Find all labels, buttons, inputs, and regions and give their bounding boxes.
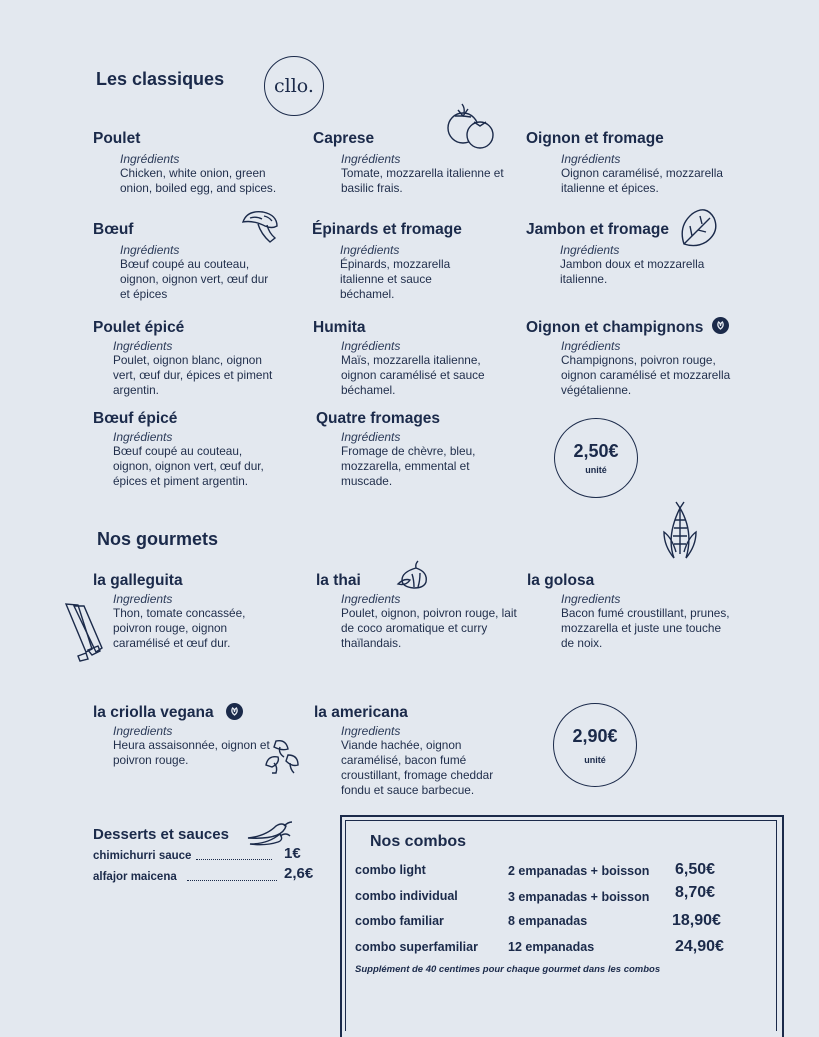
logo-text: cllo. bbox=[274, 75, 314, 97]
menu-item-poulet bbox=[93, 130, 300, 196]
section-title-classiques: Les classiques bbox=[96, 69, 225, 89]
combo-note: Supplément de 40 centimes pour chaque gourmet dans les combos bbox=[355, 964, 661, 975]
mushrooms-icon bbox=[262, 735, 302, 775]
item-desc: Fromage de chèvre, bleu, mozzarella, emmental et muscade. bbox=[341, 444, 476, 488]
combo-name: combo individual bbox=[355, 889, 458, 903]
dotted-leader bbox=[187, 880, 277, 881]
logo bbox=[264, 56, 324, 116]
dotted-leader bbox=[196, 859, 272, 860]
item-label: Ingrédients bbox=[560, 243, 620, 257]
item-label: Ingredients bbox=[341, 724, 401, 738]
item-label: Ingredients bbox=[113, 592, 173, 606]
price-badge-gourmets bbox=[553, 703, 637, 787]
item-label: Ingredients bbox=[561, 592, 621, 606]
item-label: Ingrédients bbox=[341, 430, 401, 444]
combo-price: 8,70€ bbox=[675, 884, 716, 901]
item-name: Bœuf bbox=[93, 221, 134, 238]
item-name: la golosa bbox=[527, 572, 595, 589]
price-unit: unité bbox=[585, 465, 607, 475]
menu-item-oignon-fromage bbox=[526, 130, 741, 196]
menu-item-boeuf-epice bbox=[93, 410, 283, 489]
menu-item-quatre-fromages bbox=[316, 410, 501, 489]
combo-price: 18,90€ bbox=[672, 912, 721, 929]
item-label: Ingrédients bbox=[120, 243, 180, 257]
item-name: Oignon et fromage bbox=[526, 130, 664, 147]
item-label: Ingredients bbox=[113, 724, 173, 738]
dessert-item-name: chimichurri sauce bbox=[93, 850, 192, 862]
vegan-badge-icon bbox=[226, 703, 243, 720]
item-name: la thai bbox=[316, 572, 361, 589]
menu-item-galleguita bbox=[93, 572, 263, 651]
item-name: Poulet bbox=[93, 130, 141, 147]
chili-pepper-icon bbox=[244, 818, 296, 848]
item-desc: Tomate, mozzarella italienne et basilic frais. bbox=[341, 166, 504, 195]
item-desc: Champignons, poivron rouge, oignon caramélisé et mozzarella végétalienne. bbox=[561, 353, 731, 397]
tomato-icon bbox=[444, 100, 498, 154]
item-name: la criolla vegana bbox=[93, 704, 214, 721]
combo-content: 8 empanadas bbox=[508, 914, 588, 928]
price-badge-classiques bbox=[554, 418, 638, 498]
combo-name: combo familiar bbox=[355, 914, 444, 928]
combo-name: combo light bbox=[355, 863, 426, 877]
item-name: Jambon et fromage bbox=[526, 221, 669, 238]
corn-icon bbox=[660, 500, 700, 564]
item-name: la galleguita bbox=[93, 572, 183, 589]
item-label: Ingrédients bbox=[561, 152, 621, 166]
mushroom-icon bbox=[240, 208, 282, 248]
item-desc: Jambon doux et mozzarella italienne. bbox=[560, 257, 705, 286]
item-desc: Épinards, mozzarella italienne et sauce béchamel. bbox=[340, 257, 451, 301]
item-desc: Poulet, oignon, poivron rouge, lait de coco aromatique et curry thaïlandais. bbox=[341, 606, 517, 650]
menu-item-criolla-vegana bbox=[93, 704, 278, 768]
item-desc: Maïs, mozzarella italienne, oignon caramélisé et sauce béchamel. bbox=[341, 353, 485, 397]
item-desc: Bœuf coupé au couteau, oignon, oignon vert, œuf dur, épices et piment argentin. bbox=[113, 444, 264, 488]
item-desc: Bœuf coupé au couteau, oignon, oignon vert, œuf dur et épices bbox=[120, 257, 269, 301]
price-value: 2,50€ bbox=[573, 441, 619, 461]
item-desc: Heura assaisonnée, oignon et poivron rouge. bbox=[113, 738, 270, 767]
section-title-gourmets: Nos gourmets bbox=[97, 529, 219, 549]
item-label: Ingrédients bbox=[120, 152, 180, 166]
item-name: Quatre fromages bbox=[316, 410, 441, 427]
item-name: Épinards et fromage bbox=[312, 221, 462, 238]
item-name: Poulet épicé bbox=[93, 319, 185, 336]
item-label: Ingrédients bbox=[113, 339, 173, 353]
item-label: Ingredients bbox=[341, 592, 401, 606]
item-desc: Thon, tomate concassée, poivron rouge, oignon caramélisé et œuf dur. bbox=[113, 606, 246, 650]
menu-item-poulet-epice bbox=[93, 319, 283, 398]
item-desc: Bacon fumé croustillant, prunes, mozzarella et juste une touche de noix. bbox=[561, 606, 730, 650]
item-label: Ingrédients bbox=[561, 339, 621, 353]
combo-content: 3 empanadas + boisson bbox=[508, 890, 650, 904]
item-desc: Oignon caramélisé, mozzarella italienne et épices. bbox=[561, 166, 723, 195]
price-value: 2,90€ bbox=[572, 725, 618, 746]
dessert-item-price: 1€ bbox=[284, 845, 301, 862]
spinach-leaf-icon bbox=[678, 206, 720, 250]
menu-item-golosa bbox=[527, 572, 731, 651]
combo-price: 24,90€ bbox=[675, 938, 724, 955]
item-label: Ingrédients bbox=[340, 243, 400, 257]
section-title-combos: Nos combos bbox=[370, 833, 467, 850]
dessert-item-name: alfajor maicena bbox=[93, 871, 177, 883]
menu-item-americana bbox=[314, 704, 506, 798]
item-name: Caprese bbox=[313, 130, 375, 147]
item-name: Bœuf épicé bbox=[93, 410, 178, 427]
leek-icon bbox=[60, 600, 106, 662]
combo-price: 6,50€ bbox=[675, 861, 716, 878]
garlic-icon bbox=[396, 560, 432, 590]
combo-content: 2 empanadas + boisson bbox=[508, 864, 650, 878]
item-desc: Poulet, oignon blanc, oignon vert, œuf dur, épices et piment argentin. bbox=[113, 353, 273, 397]
item-name: la americana bbox=[314, 704, 408, 721]
combo-content: 12 empanadas bbox=[508, 940, 595, 954]
dessert-item-price: 2,6€ bbox=[284, 865, 314, 882]
menu-item-epinards-fromage bbox=[312, 221, 465, 302]
item-name: Humita bbox=[313, 319, 366, 336]
section-title-desserts: Desserts et sauces bbox=[93, 826, 229, 843]
item-desc: Chicken, white onion, green onion, boiled egg, and spices. bbox=[120, 166, 277, 195]
combo-name: combo superfamiliar bbox=[355, 940, 478, 954]
item-name: Oignon et champignons bbox=[526, 319, 704, 336]
menu-item-humita bbox=[313, 319, 506, 398]
menu-item-oignon-champignons bbox=[526, 319, 741, 398]
item-desc: Viande hachée, oignon caramélisé, bacon fumé croustillant, fromage cheddar fondu et sauce barbecue. bbox=[341, 738, 494, 797]
price-unit: unité bbox=[584, 754, 606, 765]
item-label: Ingrédients bbox=[113, 430, 173, 444]
item-label: Ingrédients bbox=[341, 339, 401, 353]
item-label: Ingrédients bbox=[341, 152, 401, 166]
vegan-badge-icon bbox=[712, 317, 729, 334]
